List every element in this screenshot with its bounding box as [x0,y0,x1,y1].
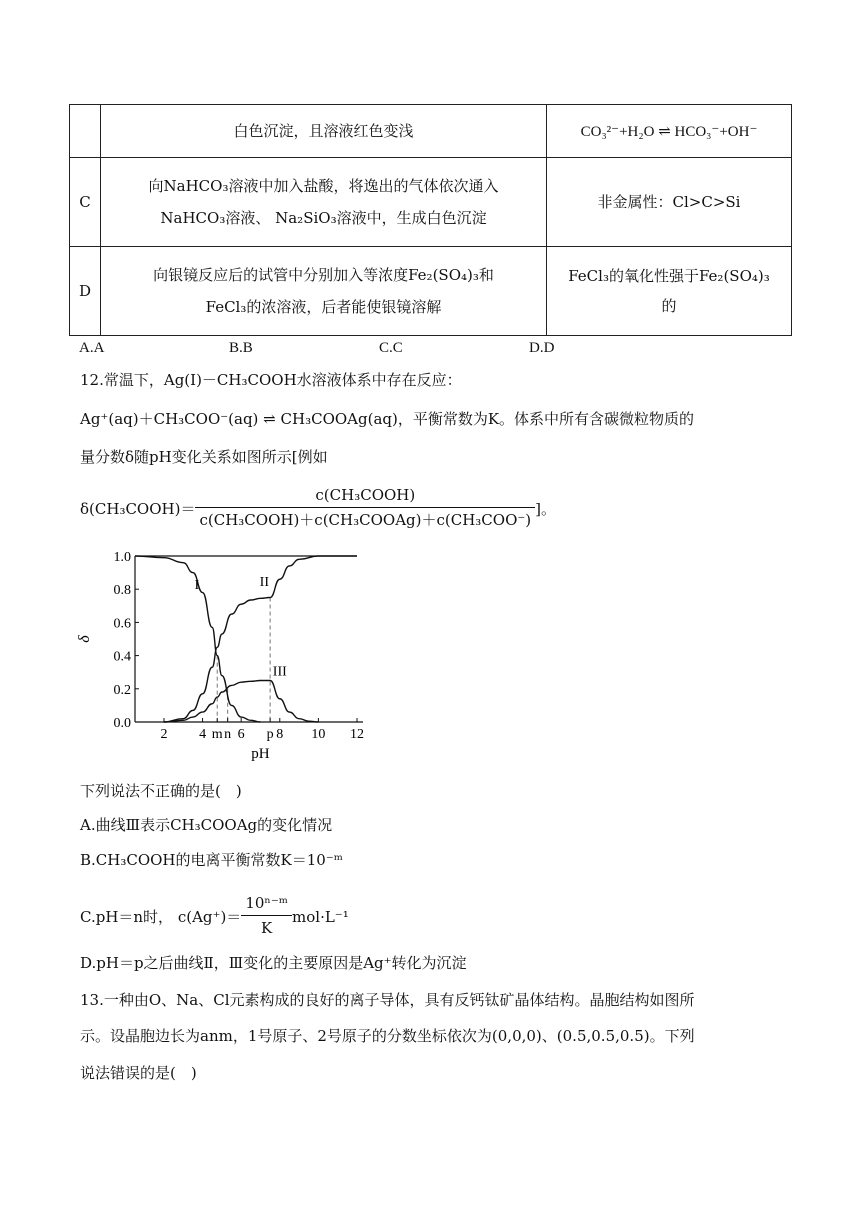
option-c-text: C.pH＝n时， [80,907,174,926]
series-label-II: II [259,574,270,590]
delta-end: ]。 [535,499,557,518]
experiment-line: 向银镜反应后的试管中分别加入等浓度Fe₂(SO₄)₃和 [153,265,494,284]
table-row [70,247,792,336]
option-d[interactable]: D.D [529,340,555,356]
experiment-cell [101,158,547,247]
chart-labels [76,575,287,762]
x-tick-label: p [266,727,274,742]
delta-fraction [195,485,535,531]
y-tick-label: 0.6 [113,616,131,632]
q12-stem-line1: 12.常温下，Ag(I)－CH₃COOH水溶液体系中存在反应： [80,371,462,389]
chart-guides [217,598,270,723]
q12-option-b[interactable] [80,850,343,870]
table-row [70,158,792,247]
option-b[interactable]: B.B [229,340,253,356]
table-row [70,105,792,158]
q12-stem-line3: 量分数δ随pH变化关系如图所示[例如 [80,448,328,466]
x-tick-label: 12 [350,727,364,742]
option-a[interactable]: A.A [79,340,105,356]
conclusion-line: 的 [661,297,677,315]
chart-ticks [114,550,365,742]
conclusion-cell: 非金属性：Cl>C>Si [547,158,792,247]
conclusion-cell [547,247,792,336]
q12-stem-line2: Ag⁺(aq)＋CH₃COO⁻(aq) ⇌ CH₃COOAg(aq)，平衡常数为K。体系中所有含碳微粒物质的 [80,410,695,428]
option-c[interactable]: C.C [379,340,403,356]
x-tick-label: 10 [311,727,326,742]
row-label [70,105,101,158]
conclusion-line: FeCl₃的氧化性强于Fe₂(SO₄)₃ [568,266,770,285]
x-tick-label: 4 [199,727,207,742]
series-label-I: I [194,578,200,594]
experiment-table [69,104,792,336]
delta-denominator: c(CH₃COOH)＋c(CH₃COOAg)＋c(CH₃COO⁻) [199,511,532,530]
y-tick-label: 1.0 [113,550,131,565]
conclusion-cell: CO₃²⁻+H₂O ⇌ HCO₃⁻+OH⁻ [547,105,792,158]
option-b-tail: ＝10⁻ᵐ [291,851,343,869]
y-axis-label: δ [76,635,93,643]
x-tick-label: 2 [160,727,168,742]
series-label-III: III [272,664,287,680]
y-tick-label: 0.2 [113,682,131,698]
delta-numerator: c(CH₃COOH) [195,485,535,508]
x-tick-label: 6 [237,727,245,742]
q12-option-d[interactable]: D.pH＝p之后曲线Ⅱ，Ⅲ变化的主要原因是Ag⁺转化为沉淀 [80,954,467,972]
delta-lhs: δ(CH₃COOH)＝ [80,499,196,518]
chart-axes [135,556,363,722]
option-c-numerator: 10ⁿ⁻ᵐ [241,893,292,916]
y-tick-label: 0.0 [113,716,131,731]
q13-line3: 说法错误的是( ) [80,1064,197,1082]
x-axis-label: pH [251,746,270,762]
q13-line2: 示。设晶胞边长为anm，1号原子、2号原子的分数坐标依次为(0,0,0)、(0.5,0.5,0.5)。下列 [80,1027,695,1045]
option-b-text: B.CH₃COOH的电离平衡常数K [80,851,292,869]
option-c-denominator: K [261,919,273,938]
x-tick-label: m [211,727,223,742]
option-c-unit: mol·L⁻¹ [292,907,349,926]
x-tick-label: 8 [276,727,284,742]
row-label: D [70,247,101,336]
q12-question: 下列说法不正确的是( ) [80,782,242,800]
x-tick-label: n [224,727,232,742]
experiment-cell [101,247,547,336]
experiment-line: NaHCO₃溶液、 Na₂SiO₃溶液中，生成白色沉淀 [160,209,487,227]
option-c-lhs: c(Ag⁺)＝ [177,907,242,926]
experiment-line: 向NaHCO₃溶液中加入盐酸，将逸出的气体依次通入 [148,176,499,195]
q12-option-a[interactable]: A.曲线Ⅲ表示CH₃COOAg的变化情况 [80,816,333,834]
experiment-cell: 白色沉淀，且溶液红色变浅 [101,105,547,158]
experiment-line: FeCl₃的浓溶液，后者能使银镜溶解 [205,298,442,316]
row-label: C [70,158,101,247]
option-c-fraction [241,893,292,939]
delta-definition [80,485,556,531]
y-tick-label: 0.8 [113,583,131,599]
chart-series [135,556,357,722]
y-tick-label: 0.4 [113,649,131,665]
delta-ph-chart [75,540,375,770]
q12-option-c[interactable] [80,893,349,939]
q13-line1: 13.一种由O、Na、Cl元素构成的良好的离子导体，具有反钙钛矿晶体结构。晶胞结构如图所 [80,991,695,1009]
